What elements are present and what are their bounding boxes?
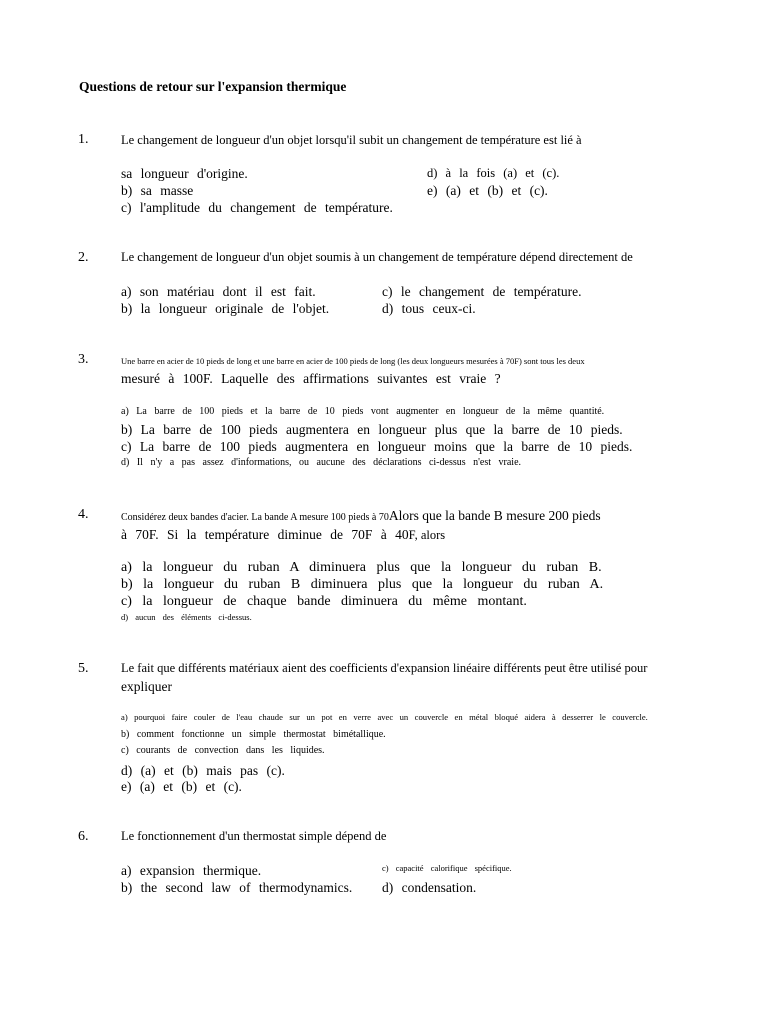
question-number: 5.: [78, 661, 89, 676]
question-stem-line-1: Une barre en acier de 10 pieds de long et une barre en acier de 100 pieds de long (les deux longueurs mesurées à 70F) sont tous les deux: [121, 356, 585, 366]
option-c: c) La barre de 100 pieds augmentera en longueur moins que la barre de 10 pieds.: [121, 439, 633, 454]
question-number: 4.: [78, 507, 89, 522]
option-d: d) condensation.: [382, 880, 477, 895]
question-stem-line-1: [121, 507, 601, 525]
option-a: a) son matériau dont il est fait.: [121, 284, 316, 299]
option-a: a) La barre de 100 pieds et la barre de 10 pieds vont augmenter en longueur de la même quantité.: [121, 406, 605, 417]
option-d: d) tous ceux-ci.: [382, 301, 476, 316]
question-number: 1.: [78, 132, 89, 147]
option-c: c) courants de convection dans les liquides.: [121, 745, 325, 756]
question-stem-part: F, alors: [408, 528, 446, 542]
option-c: c) capacité calorifique spécifique.: [382, 863, 512, 873]
question-stem: Le changement de longueur d'un objet lorsqu'il subit un changement de température est lié à: [121, 133, 582, 147]
question-stem-part: Alors que la bande B mesure 200 pieds: [388, 508, 601, 523]
question-stem: Le changement de longueur d'un objet soumis à un changement de température dépend directement de: [121, 250, 633, 264]
question-stem-line-2: mesuré à 100F. Laquelle des affirmations suivantes est vraie ?: [121, 371, 501, 386]
option-e: e) (a) et (b) et (c).: [121, 779, 242, 794]
question-number: 6.: [78, 829, 89, 844]
option-a: a) pourquoi faire couler de l'eau chaude sur un pot en verre avec un couvercle en métal bloqué aidera à desserrer le couvercle.: [121, 712, 648, 722]
option-d: d) Il n'y a pas assez d'informations, ou aucune des déclarations ci-dessus n'est vraie.: [121, 457, 522, 468]
question-stem-line-2: [121, 526, 445, 544]
option-d: d) (a) et (b) mais pas (c).: [121, 763, 285, 778]
question-number: 2.: [78, 250, 89, 265]
option-b: b) the second law of thermodynamics.: [121, 880, 353, 895]
question-stem-line-1: Le fait que différents matériaux aient des coefficients d'expansion linéaire différents peut être utilisé pour: [121, 661, 648, 675]
question-stem-part: Considérez deux bandes d'acier. La bande A mesure 100 pieds à 70: [121, 512, 389, 523]
option-d: d) aucun des éléments ci-dessus.: [121, 612, 252, 622]
option-e: e) (a) et (b) et (c).: [427, 183, 548, 198]
option-b: b) La barre de 100 pieds augmentera en longueur plus que la barre de 10 pieds.: [121, 422, 623, 437]
option-b: b) comment fonctionne un simple thermostat bimétallique.: [121, 729, 386, 740]
option-d: d) à la fois (a) et (c).: [427, 166, 560, 180]
option-c: c) l'amplitude du changement de température.: [121, 200, 393, 215]
document-title: Questions de retour sur l'expansion thermique: [79, 79, 347, 94]
option-a: sa longueur d'origine.: [121, 166, 248, 181]
question-stem-line-2: expliquer: [121, 679, 172, 694]
question-stem-part: à 70F. Si la température diminue de 70F à 40: [121, 527, 409, 542]
option-b: b) la longueur originale de l'objet.: [121, 301, 330, 316]
question-number: 3.: [78, 352, 89, 367]
option-c: c) le changement de température.: [382, 284, 582, 299]
option-b: b) la longueur du ruban B diminuera plus que la longueur du ruban A.: [121, 577, 604, 592]
option-a: a) expansion thermique.: [121, 863, 262, 878]
option-b: b) sa masse: [121, 183, 194, 198]
question-stem: Le fonctionnement d'un thermostat simple dépend de: [121, 829, 387, 843]
option-a: a) la longueur du ruban A diminuera plus que la longueur du ruban B.: [121, 560, 602, 575]
option-c: c) la longueur de chaque bande diminuera du même montant.: [121, 594, 527, 609]
